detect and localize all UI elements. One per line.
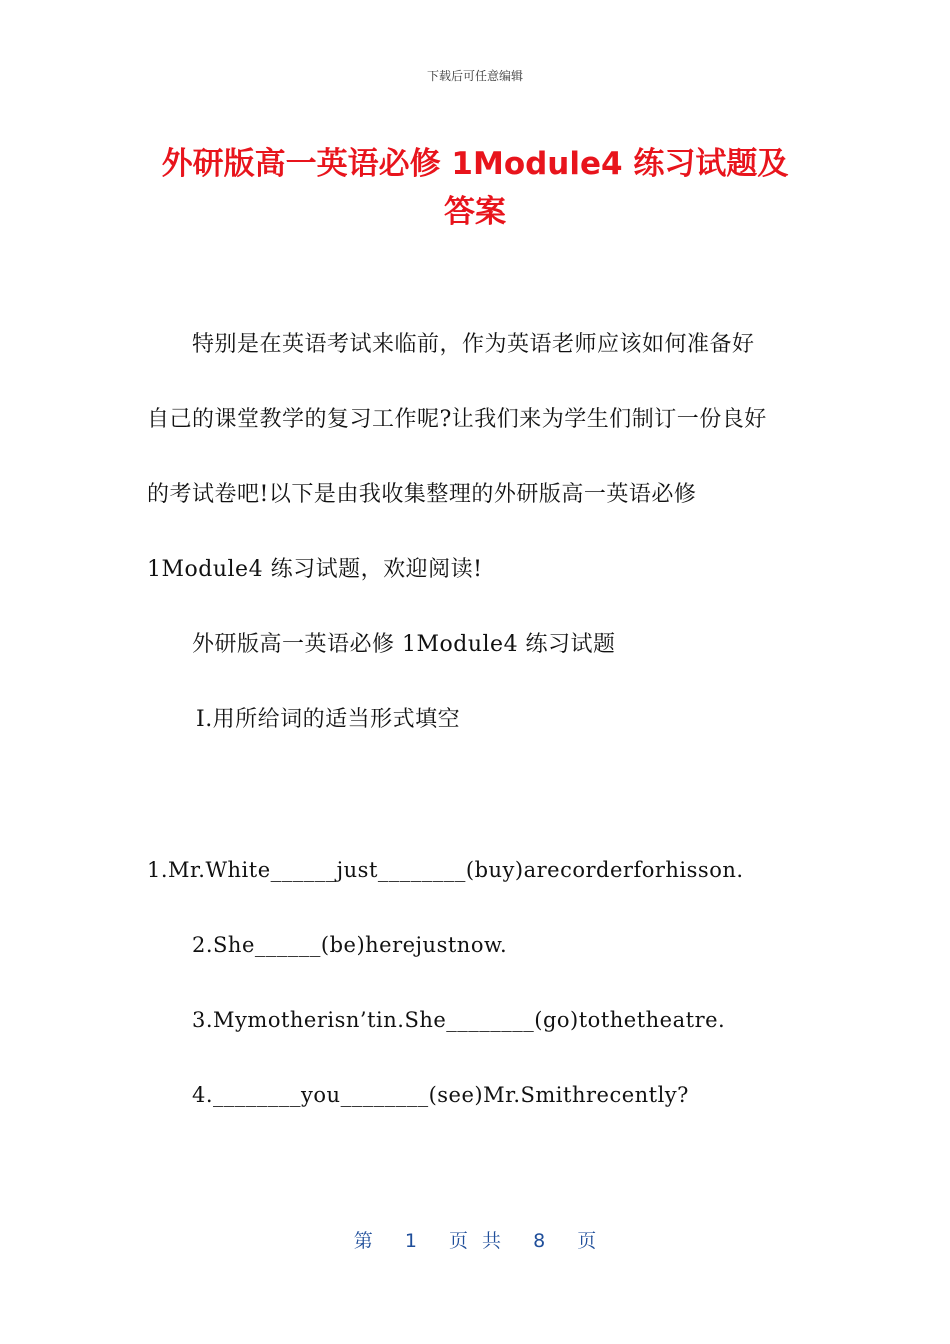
- intro-line-4: 1Module4 练习试题，欢迎阅读!: [147, 557, 483, 582]
- footer-total-pages: 8: [533, 1230, 546, 1252]
- footer-label-end: 页: [577, 1230, 597, 1252]
- question-4: 4.________you________(see)Mr.Smithrecently?: [192, 1083, 689, 1107]
- header-note: 下载后可任意编辑: [426, 69, 523, 83]
- question-1: 1.Mr.White______just________(buy)arecorderforhisson.: [147, 858, 744, 882]
- question-2: 2.She______(be)herejustnow.: [192, 933, 508, 957]
- question-3: 3.Mymotherisn’tin.She________(go)tothetheatre.: [192, 1008, 726, 1032]
- footer-label-total: 页 共: [448, 1230, 502, 1252]
- part-title: Ⅰ.用所给词的适当形式填空: [196, 707, 461, 732]
- intro-line-2: 自己的课堂教学的复习工作呢?让我们来为学生们制订一份良好: [147, 407, 767, 432]
- footer-current-page: 1: [404, 1230, 417, 1252]
- page-footer: [0, 1226, 950, 1253]
- document-title: [100, 140, 850, 236]
- title-line-2: 答案: [444, 194, 506, 230]
- title-line-1: 外研版高一英语必修 1Module4 练习试题及: [161, 146, 789, 182]
- intro-line-3: 的考试卷吧!以下是由我收集整理的外研版高一英语必修: [147, 482, 697, 507]
- intro-line-1: 特别是在英语考试来临前，作为英语老师应该如何准备好: [192, 332, 755, 357]
- footer-label-page: 第: [353, 1230, 373, 1252]
- section-heading: 外研版高一英语必修 1Module4 练习试题: [192, 632, 616, 657]
